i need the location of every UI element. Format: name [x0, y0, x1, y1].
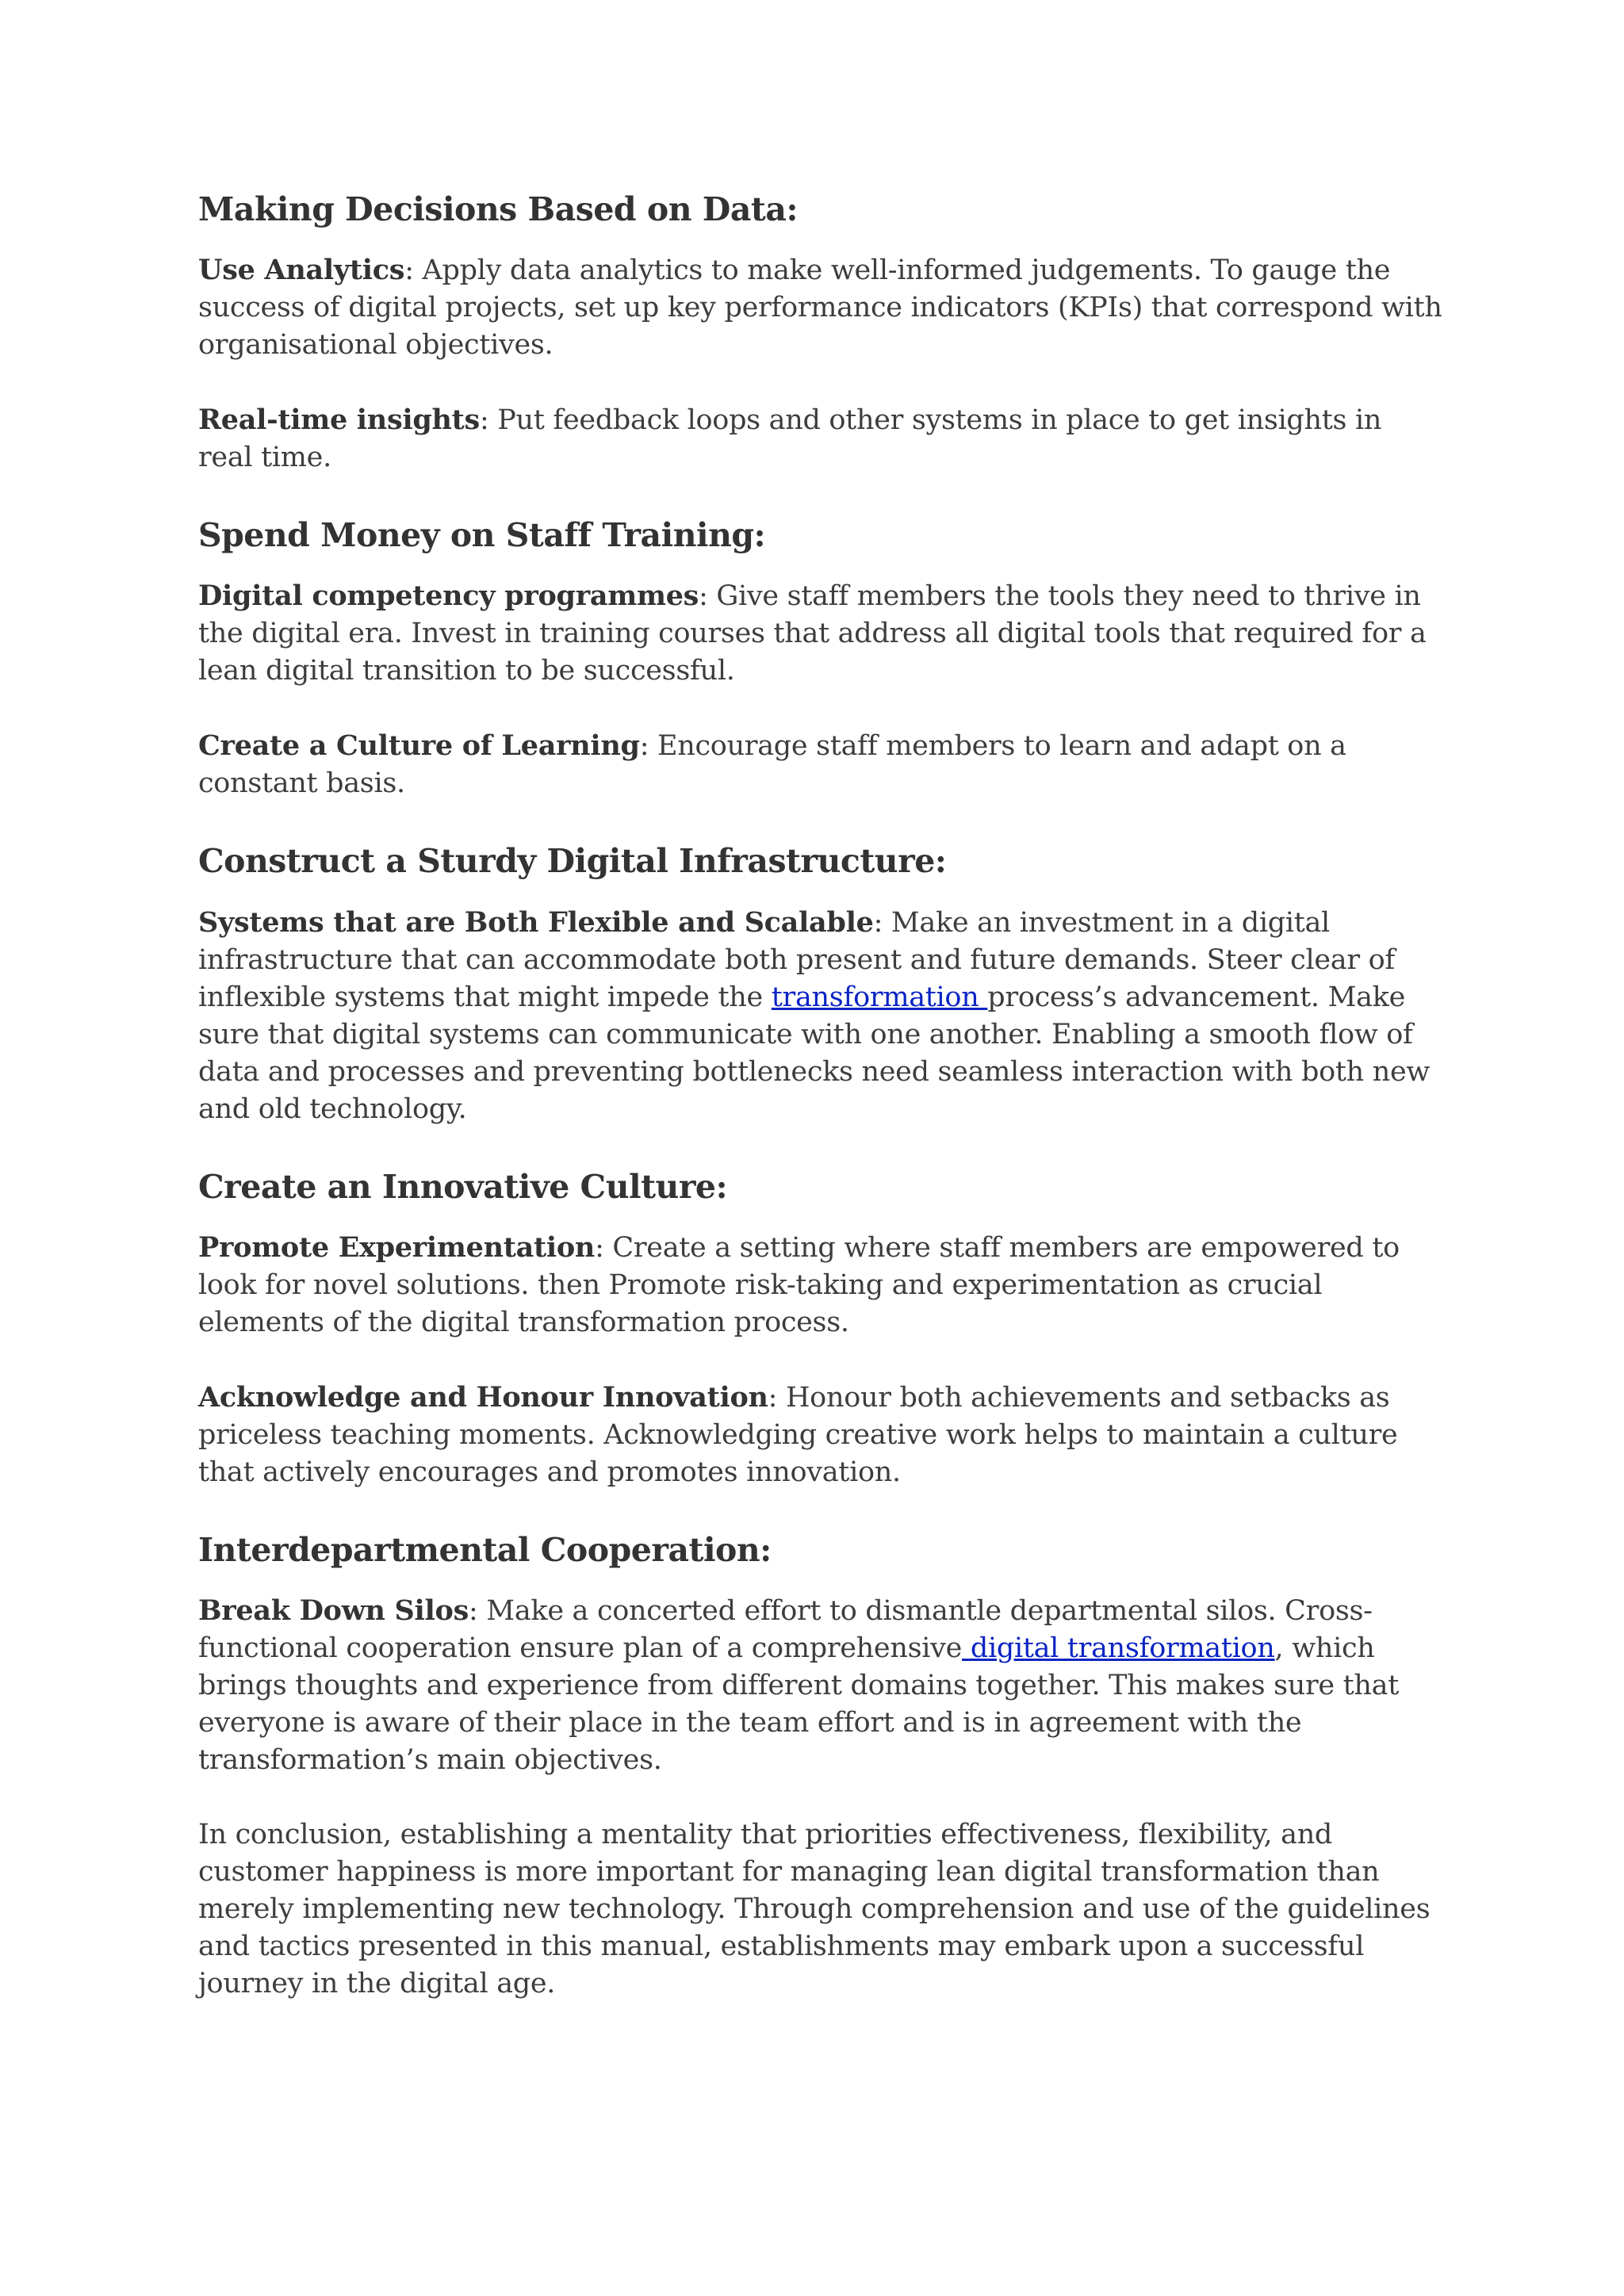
paragraph-flexible-systems [198, 904, 1443, 1128]
paragraph-text: : Put feedback loops and other systems in place to get insights in real time. [198, 404, 1382, 474]
paragraph-culture-learning [198, 727, 1443, 802]
section-heading: Construct a Sturdy Digital Infrastructure: [198, 842, 947, 881]
paragraph-break-silos [198, 1592, 1443, 1779]
section-heading: Interdepartmental Cooperation: [198, 1530, 772, 1569]
paragraph-text: : Give staff members the tools they need to thrive in the digital era. Invest in training courses that address all digital tools that required for a lean digital transition to be successful. [198, 580, 1427, 687]
document-page [198, 190, 1443, 2042]
paragraph-lead: Break Down Silos [198, 1594, 469, 1627]
transformation-link[interactable]: transformation [771, 981, 988, 1013]
paragraph-text: , which brings thoughts and experience from different domains together. This makes sure that everyone is aware of their place in the team effort and is in agreement with the transformation’s main objectives. [198, 1632, 1399, 1776]
paragraph-text: process’s advancement. Make sure that digital systems can communicate with one another. Enabling a smooth flow of data and processes and preventing bottlenecks need seamless interaction with both new and old technology. [198, 981, 1431, 1125]
paragraph-use-analytics [198, 251, 1443, 364]
paragraph-lead: Digital competency programmes [198, 580, 699, 613]
paragraph-lead: Use Analytics [198, 254, 405, 287]
section-data-decisions [198, 190, 1443, 476]
paragraph-digital-competency [198, 577, 1443, 690]
paragraph-honour-innovation [198, 1379, 1443, 1491]
section-heading: Spend Money on Staff Training: [198, 516, 766, 555]
paragraph-promote-experimentation [198, 1229, 1443, 1341]
section-heading: Create an Innovative Culture: [198, 1167, 728, 1206]
section-staff-training [198, 516, 1443, 802]
paragraph-realtime-insights [198, 401, 1443, 476]
paragraph-lead: Create a Culture of Learning [198, 729, 640, 763]
paragraph-lead: Systems that are Both Flexible and Scalable [198, 905, 874, 939]
paragraph-lead: Acknowledge and Honour Innovation [198, 1380, 768, 1414]
paragraph-lead: Promote Experimentation [198, 1230, 596, 1264]
paragraph-text: : Encourage staff members to learn and adapt on a constant basis. [198, 730, 1346, 800]
paragraph-text: : Make a concerted effort to dismantle departmental silos. Cross-functional cooperation ensure plan of a comprehensive [198, 1594, 1373, 1664]
paragraph-lead: Real-time insights [198, 404, 480, 437]
paragraph-text: : Apply data analytics to make well-informed judgements. To gauge the success of digital projects, set up key performance indicators (KPIs) that correspond with organisational objectives. [198, 254, 1442, 362]
section-interdepartmental [198, 1531, 1443, 2003]
section-digital-infrastructure [198, 842, 1443, 1127]
digital-transformation-link[interactable]: digital transformation [962, 1632, 1275, 1664]
paragraph-text: : Make an investment in a digital infrastructure that can accommodate both present and future demands. Steer clear of inflexible systems that might impede the [198, 906, 1396, 1013]
paragraph-text: : Honour both achievements and setbacks as priceless teaching moments. Acknowledging creative work helps to maintain a culture that actively encourages and promotes innovation. [198, 1381, 1398, 1488]
section-heading: Making Decisions Based on Data: [198, 190, 799, 228]
conclusion-paragraph: In conclusion, establishing a mentality that priorities effectiveness, flexibility, and customer happiness is more important for managing lean digital transformation than merely implementing new technology. Through comprehension and use of the guidelines and tactics presented in this manual, establishments may embark upon a successful journey in the digital age. [198, 1818, 1431, 1999]
paragraph-text: : Create a setting where staff members are empowered to look for novel solutions. then Promote risk-taking and experimentation as crucial elements of the digital transformation process. [198, 1231, 1400, 1338]
section-innovative-culture [198, 1168, 1443, 1491]
